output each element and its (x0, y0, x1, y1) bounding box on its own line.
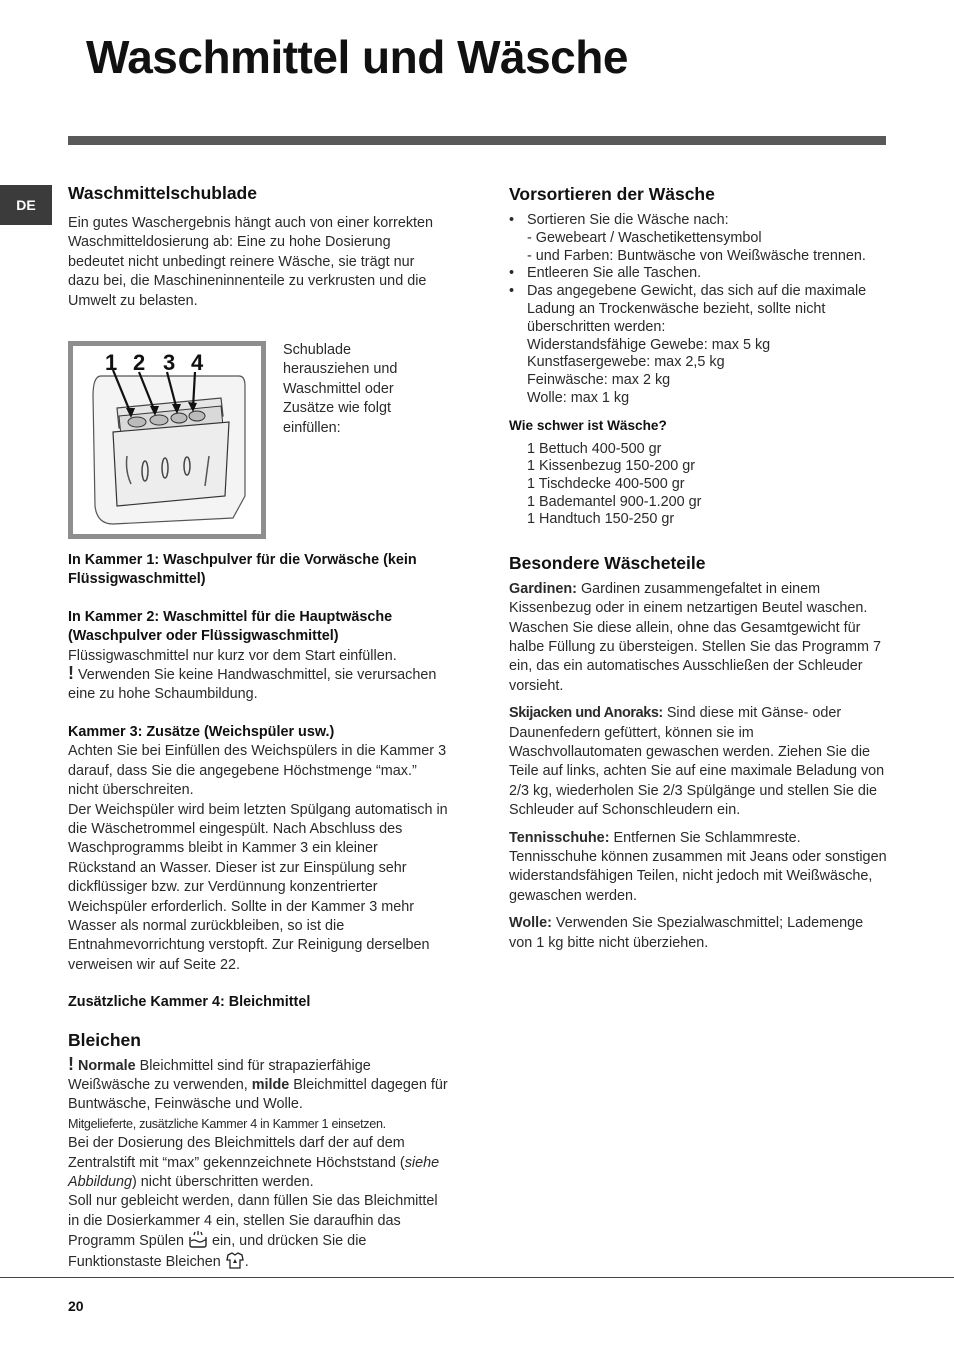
figure-row (68, 341, 448, 539)
list-item: • Entleeren Sie alle Taschen. (509, 265, 889, 283)
chamber1-heading: In Kammer 1: Waschpulver für die Vorwäsche (kein Flüssigwaschmittel) (68, 552, 417, 588)
ski-label: Skijacken und Anoraks: (509, 705, 663, 722)
figure-caption: Schublade herausziehen und Waschmittel oder Zusätze wie folgt einfüllen: (283, 342, 398, 436)
bleach-text-1a: Bleichmittel sind für strapazierfähige Weißwäsche zu verwenden, (68, 1057, 371, 1093)
wolle-text: Verwenden Sie Spezialwaschmittel; Lademenge von 1 kg bitte nicht überziehen. (509, 915, 864, 951)
right-column (509, 184, 889, 953)
left-column (68, 183, 448, 1272)
drawer-heading: Waschmittelschublade (68, 183, 257, 203)
load-limit: Widerstandsfähige Gewebe: max 5 kg (527, 336, 771, 353)
bleach-small-note: Mitgelieferte, zusätzliche Kammer 4 in Kammer 1 einsetzen. (68, 1116, 386, 1131)
sort-sub-2: - und Farben: Buntwäsche von Weißwäsche trennen. (527, 247, 866, 264)
compartment-label-4: 4 (191, 350, 204, 376)
bleach-text-4a: Soll nur gebleicht werden, dann füllen Sie das Bleichmittel in die Dosierkammer 4 ein, stellen Sie daraufhin das Programm Spülen (68, 1193, 438, 1250)
title-rule (68, 136, 886, 145)
chamber4-heading: Zusätzliche Kammer 4: Bleichmittel (68, 994, 311, 1011)
bleach-heading: Bleichen (68, 1029, 141, 1050)
load-limit: Kunstfasergewebe: max 2,5 kg (527, 354, 725, 371)
gardinen-paragraph (509, 580, 889, 696)
list-item: 1 Bettuch 400-500 gr (527, 440, 662, 457)
bleach-function-icon (225, 1252, 245, 1269)
chamber3-text-1: Achten Sie bei Einfüllen des Weichspülers in die Kammer 3 darauf, dass Sie die angegebene Höchstmenge “max.” nicht überschreiten. (68, 743, 447, 799)
bleach-text-3b: ) nicht überschritten werden. (132, 1174, 314, 1190)
chamber3-text-2: Der Weichspüler wird beim letzten Spülgang automatisch in die Wäschetrommel eingespült. Nach Abschluss des Waschprogramms bleibt in Kammer 3 ein kleiner Rückstand an Wasser. Dieser ist zur Einspülung sehr dickflüssiger bzw. zur Verdünnung konzentrierter Weichspüler erforderlich. Sollte in der Kammer 3 mehr Wasser als normal zurückbleiben, so ist die Entnahmevorrichtung verstopft. Zur Reinigung derselben verweisen wir auf Seite 22. (68, 801, 448, 973)
bleach-text-1b: Bleichmittel dagegen für Buntwäsche, Feinwäsche und Wolle. (68, 1076, 448, 1113)
sort-list (509, 212, 889, 230)
page-number: 20 (68, 1298, 84, 1314)
chamber2-text: Flüssigwaschmittel nur kurz vor dem Start einfüllen. (68, 647, 397, 664)
ski-text: Sind diese mit Gänse- oder Daunenfedern gefüttert, können sie im Waschvollautomaten gewaschen werden. Ziehen Sie die Teile auf links, achten Sie auf eine maximale Beladung von 2/3 kg, wiederholen Sie 2/3 Spülgänge und stellen Sie die Schleuder auf Schonschleudern ein. (509, 705, 885, 819)
sort-list-2 (509, 265, 889, 336)
list-item (509, 212, 889, 230)
bleach-text-3a: Bei der Dosierung des Bleichmittels darf der auf dem Zentralstift mit “max” gekennzeichnete Höchststand ( (68, 1135, 405, 1171)
sort-bullet-1: Sortieren Sie die Wäsche nach: (527, 212, 729, 228)
bleach-text-1 (68, 1053, 448, 1115)
detergent-drawer-figure (68, 341, 266, 539)
tennis-text: Entfernen Sie Schlammreste. Tennisschuhe können zusammen mit Jeans oder sonstigen widerstandsfähigen Teilen, nicht jedoch mit Weißwäsche, gewaschen werden. (509, 829, 887, 904)
bleach-mild-label: milde (251, 1076, 290, 1093)
list-item: 1 Bademantel 900-1.200 gr (527, 493, 702, 510)
list-item: • Das angegebene Gewicht, das sich auf die maximale Ladung an Trockenwäsche bezieht, sollte nicht überschritten werden: (509, 283, 889, 336)
weight-list (509, 441, 889, 529)
language-tab: DE (0, 185, 52, 225)
chamber2-warning-text: Verwenden Sie keine Handwaschmittel, sie verursachen eine zu hohe Schaumbildung. (68, 667, 437, 703)
list-item: 1 Kissenbezug 150-200 gr (527, 458, 696, 475)
chamber2-warning (68, 663, 448, 705)
compartment-label-1: 1 (105, 350, 118, 376)
list-item: 1 Tischdecke 400-500 gr (527, 475, 685, 492)
chamber3-heading: Kammer 3: Zusätze (Weichspüler usw.) (68, 723, 335, 740)
drawer-intro: Ein gutes Waschergebnis hängt auch von einer korrekten Waschmitteldosierung ab: Eine zu hohe Dosierung bedeutet nicht unbedingt reinere Wäsche, sie trägt nur dazu bei, die Maschineninnenteile zu verkrusten und die Umwelt zu belasten. (68, 215, 434, 309)
compartment-label-3: 3 (163, 350, 176, 376)
tennis-label: Tennisschuhe: (509, 829, 610, 846)
gardinen-text: Gardinen zusammengefaltet in einem Kissenbezug oder in einem netzartigen Beutel waschen. Waschen Sie diese allein, ohne das Gesamtgewicht für halbe Füllung zu übersteigen. Stellen Sie das Programm 7 ein, das ein automatisches Ausschließen der Schleuder vorsieht. (509, 580, 881, 694)
bleach-text-4c: . (244, 1253, 249, 1270)
ski-paragraph (509, 704, 889, 820)
bleach-text-3-italic: siehe Abbildung (68, 1154, 440, 1190)
detergent-drawer-drawing (73, 346, 261, 534)
bleach-normal-label: Normale (78, 1057, 136, 1074)
bleach-text-3 (68, 1134, 448, 1192)
weight-heading: Wie schwer ist Wäsche? (509, 417, 667, 433)
load-limit: Wolle: max 1 kg (527, 389, 630, 406)
bleach-text-4 (68, 1192, 448, 1272)
list-item: 1 Handtuch 150-250 gr (527, 511, 675, 528)
bleach-text-4b: ein, und drücken Sie die Funktionstaste Bleichen (68, 1233, 367, 1270)
compartment-label-2: 2 (133, 350, 146, 376)
rinse-program-icon (188, 1231, 208, 1248)
sort-heading: Vorsortieren der Wäsche (509, 184, 715, 204)
load-limit: Feinwäsche: max 2 kg (527, 372, 671, 389)
chamber2-heading: In Kammer 2: Waschmittel für die Hauptwäsche (Waschpulver oder Flüssigwaschmittel) (68, 608, 393, 645)
wolle-label: Wolle: (509, 915, 552, 932)
warning-icon: ! (68, 1053, 74, 1074)
wolle-paragraph (509, 914, 889, 953)
tennis-paragraph (509, 829, 889, 907)
gardinen-label: Gardinen: (509, 580, 577, 597)
special-heading: Besondere Wäscheteile (509, 552, 706, 573)
page-title: Waschmittel und Wäsche (86, 31, 628, 83)
warning-icon: ! (68, 663, 74, 684)
footer-rule (0, 1277, 954, 1278)
sort-sub-1: - Gewebeart / Waschetikettensymbol (527, 229, 762, 246)
